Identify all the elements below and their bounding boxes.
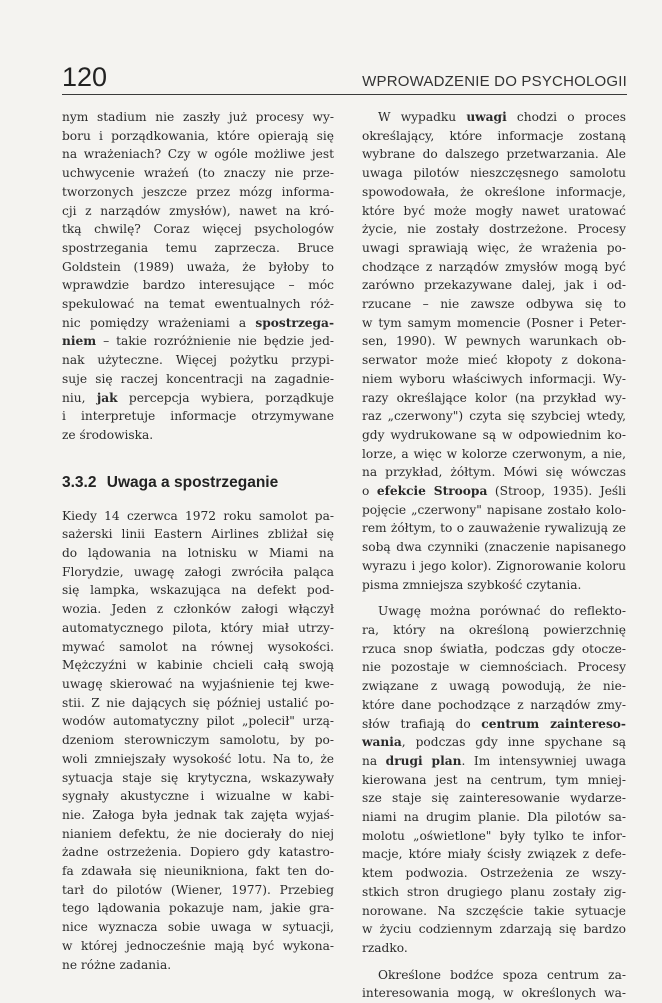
text-line: w życiu codziennym zdarzają się bardzo xyxy=(362,922,626,937)
text-line: nym stadium nie zaszły już procesy wy- xyxy=(62,110,334,124)
text-line: na wrażeniach? Czy w ogóle możliwe jest xyxy=(62,147,334,162)
text-line: sen, 1990). W pewnych warunkach ob- xyxy=(362,334,626,349)
text-line: w tym samym momencie (Posner i Peter- xyxy=(362,315,626,330)
text-line: związane z uwagą powodują, że nie- xyxy=(362,679,626,694)
text-line: i interpretuje informacje otrzymywane xyxy=(62,409,334,424)
text-line: Kiedy 14 czerwca 1972 roku samolot pa- xyxy=(62,508,334,523)
text-line: Określone bodźce spoza centrum za- xyxy=(378,967,626,982)
text-line: woli zmniejszały wysokość lotu. Na to, że xyxy=(62,751,334,766)
text-line: które dane pochodzące z narządów zmy- xyxy=(362,697,626,712)
text-line: rzuca snop światła, podczas gdy otocze- xyxy=(362,641,626,656)
page-header xyxy=(62,62,627,95)
text-line: uwagę skierować na wyjaśnienie tej kwe- xyxy=(62,676,334,691)
text-line: wprawdzie bardzo interesujące – móc xyxy=(62,278,334,293)
left-paragraph-2 xyxy=(62,507,334,975)
text-line: sytuacja staje się krytyczna, wskazywały xyxy=(62,770,334,785)
text-line: ktem podwozia. Ostrzeżenia ze wszy- xyxy=(362,866,626,881)
text-line: gdy wydrukowane są w odpowiednim ko- xyxy=(362,427,626,442)
text-line: wozia. Jeden z członków załogi włączył xyxy=(62,602,334,617)
text-line: się lampka, wskazująca na defekt pod- xyxy=(62,583,334,598)
text-line: niem – takie rozróżnienie nie będzie jed- xyxy=(62,334,334,349)
section-number: 3.3.2 xyxy=(62,473,97,491)
text-line: stii. Z nie dających się później ustalić po- xyxy=(62,695,334,710)
page-number: 120 xyxy=(62,62,108,92)
text-line: niem wyboru właściwych informacji. Wy- xyxy=(362,371,626,386)
text-line: rzadko. xyxy=(362,940,408,955)
text-line: tworzonych jeszcze przez mózg informa- xyxy=(62,184,334,199)
text-line: do lądowania na lotnisku w Miami na xyxy=(62,546,334,561)
text-line: na przykład, żółtym. Mówi się wówczas xyxy=(362,465,626,480)
text-line: sygnały akustyczne i wizualne w kabi- xyxy=(62,789,334,804)
text-line: spekulować na temat ewentualnych róż- xyxy=(62,297,334,312)
left-paragraph-1 xyxy=(62,108,334,445)
text-line: żadne ostrzeżenia. Dopiero gdy katastro- xyxy=(62,845,334,860)
text-line: rzucane – nie zawsze odbywa się to xyxy=(362,297,626,312)
text-line: serwator może mieć kłopoty z dokona- xyxy=(362,353,626,368)
left-column xyxy=(62,108,334,974)
right-column xyxy=(362,108,626,1003)
text-line: fa zdawała się nieunikniona, fakt ten do- xyxy=(62,864,334,879)
text-line: uwaga pilotów nieszczęsnego samolotu xyxy=(362,166,626,181)
text-line: wania, podczas gdy inne spychane są xyxy=(362,735,626,750)
text-line: rem żółtym, to o zauważenie rywalizują ze xyxy=(362,521,626,536)
text-line: sobą dwa czynniki (znaczenie napisanego xyxy=(362,540,626,555)
text-line: Uwagę można porównać do reflekto- xyxy=(378,604,626,619)
text-line: wodów automatyczny pilot „polecił" urzą- xyxy=(62,714,334,729)
text-line: uchwycenie wrażeń (to znaczy nie prze- xyxy=(62,166,334,181)
text-line: nak użyteczne. Więcej pożytku przypi- xyxy=(62,353,334,368)
text-line: cji z narządów zmysłów), nawet na kró- xyxy=(62,203,334,218)
text-line: mywać samolot na równej wysokości. xyxy=(62,639,334,654)
section-heading xyxy=(62,473,334,493)
text-line: na drugi plan. Im intensywniej uwaga xyxy=(362,753,627,768)
text-line: suje się raczej koncentracji na zagadnie- xyxy=(62,371,334,386)
text-line: tego lądowania pokazuje nam, jakie gra- xyxy=(62,901,334,916)
text-line: kierowana jest na centrum, tym mniej- xyxy=(362,772,626,787)
text-line: w której jednocześnie mają być wykona- xyxy=(62,938,334,953)
text-line: uwagi sprawiają więc, że wrażenia po- xyxy=(362,240,626,255)
text-line: ne różne zadania. xyxy=(62,957,172,972)
text-line: spostrzegania temu zaprzecza. Bruce xyxy=(62,240,334,255)
text-line: automatycznego pilota, który miał utrzy- xyxy=(62,620,334,635)
text-line: pojęcie „czerwony" napisane zostało kolo- xyxy=(362,502,626,517)
text-line: interesowania mogą, w określonych wa- xyxy=(362,986,626,1001)
text-line: pisma zmniejsza szybkość czytania. xyxy=(362,577,582,592)
text-line: Mężczyźni w kabinie chcieli całą swoją xyxy=(62,658,334,673)
running-title: WPROWADZENIE DO PSYCHOLOGII xyxy=(362,73,627,90)
text-line: dzeniom sterowniczym samolotu, by po- xyxy=(62,733,334,748)
text-line: wybrane do dalszego przetwarzania. Ale xyxy=(362,147,626,162)
text-line: nie pozostaje w ciemnościach. Procesy xyxy=(362,660,626,675)
text-line: sażerski linii Eastern Airlines zbliżał się xyxy=(62,527,334,542)
text-line: niu, jak percepcja wybiera, porządkuje xyxy=(62,390,334,405)
text-line: o efekcie Stroopa (Stroop, 1935). Jeśli xyxy=(362,484,626,499)
text-line: sze staje się zainteresowanie wydarze- xyxy=(362,791,626,806)
text-line: W wypadku uwagi chodzi o proces xyxy=(378,110,626,124)
text-line: razy określające kolor (na przykład wy- xyxy=(362,390,626,405)
text-line: nice wyznacza sobie uwaga w sytuacji, xyxy=(62,920,334,935)
text-line: lorze, a więc w kolorze czerwonym, a nie, xyxy=(362,446,626,461)
text-line: macje, które miały ścisły związek z defe- xyxy=(362,847,626,862)
text-line: norowane. Na szczęście takie sytuacje xyxy=(362,903,626,918)
text-line: nie. Załoga była jednak tak zajęta wyjaś- xyxy=(62,807,334,822)
text-line: niami na drugim planie. Dla pilotów sa- xyxy=(362,810,626,825)
text-line: Florydzie, uwagę załogi zwróciła paląca xyxy=(62,564,334,579)
text-line: określający, które informacje zostaną xyxy=(362,128,626,143)
right-paragraph-1 xyxy=(362,108,626,594)
right-paragraph-3 xyxy=(362,966,626,1003)
right-paragraph-2 xyxy=(362,602,626,957)
text-line: tarł do pilotów (Wiener, 1977). Przebieg xyxy=(62,882,334,897)
text-line: życie, nie zostały dostrzeżone. Procesy xyxy=(362,222,626,237)
text-line: nic pomiędzy wrażeniami a spostrzega- xyxy=(62,315,334,330)
text-line: słów trafiają do centrum zaintereso- xyxy=(362,716,626,731)
text-line: raz „czerwony") czyta się szybciej wtedy, xyxy=(362,409,626,424)
text-line: ze środowiska. xyxy=(62,427,154,442)
text-line: Goldstein (1989) uważa, że byłoby to xyxy=(62,259,334,274)
text-line: wyrazu i jego kolor). Zignorowanie koloru xyxy=(362,558,626,573)
text-line: tką chwilę? Coraz więcej psychologów xyxy=(62,222,334,237)
text-line: które być może mogły nawet uratować xyxy=(362,203,626,218)
text-line: zarówno przekazywane dalej, jak i od- xyxy=(362,278,626,293)
text-line: chodzące z narządów zmysłów mogą być xyxy=(362,259,626,274)
text-line: nianiem defektu, że nie docierały do niej xyxy=(62,826,334,841)
text-line: boru i porządkowania, które opierają się xyxy=(62,128,334,143)
text-line: stkich stron drugiego planu zostały zig- xyxy=(362,884,626,899)
text-line: ra, który na określoną powierzchnię xyxy=(362,622,626,637)
text-line: spowodowała, że określone informacje, xyxy=(362,184,626,199)
section-title: Uwaga a spostrzeganie xyxy=(106,473,279,491)
text-line: molotu „oświetlone" były tylko te infor- xyxy=(362,828,626,843)
